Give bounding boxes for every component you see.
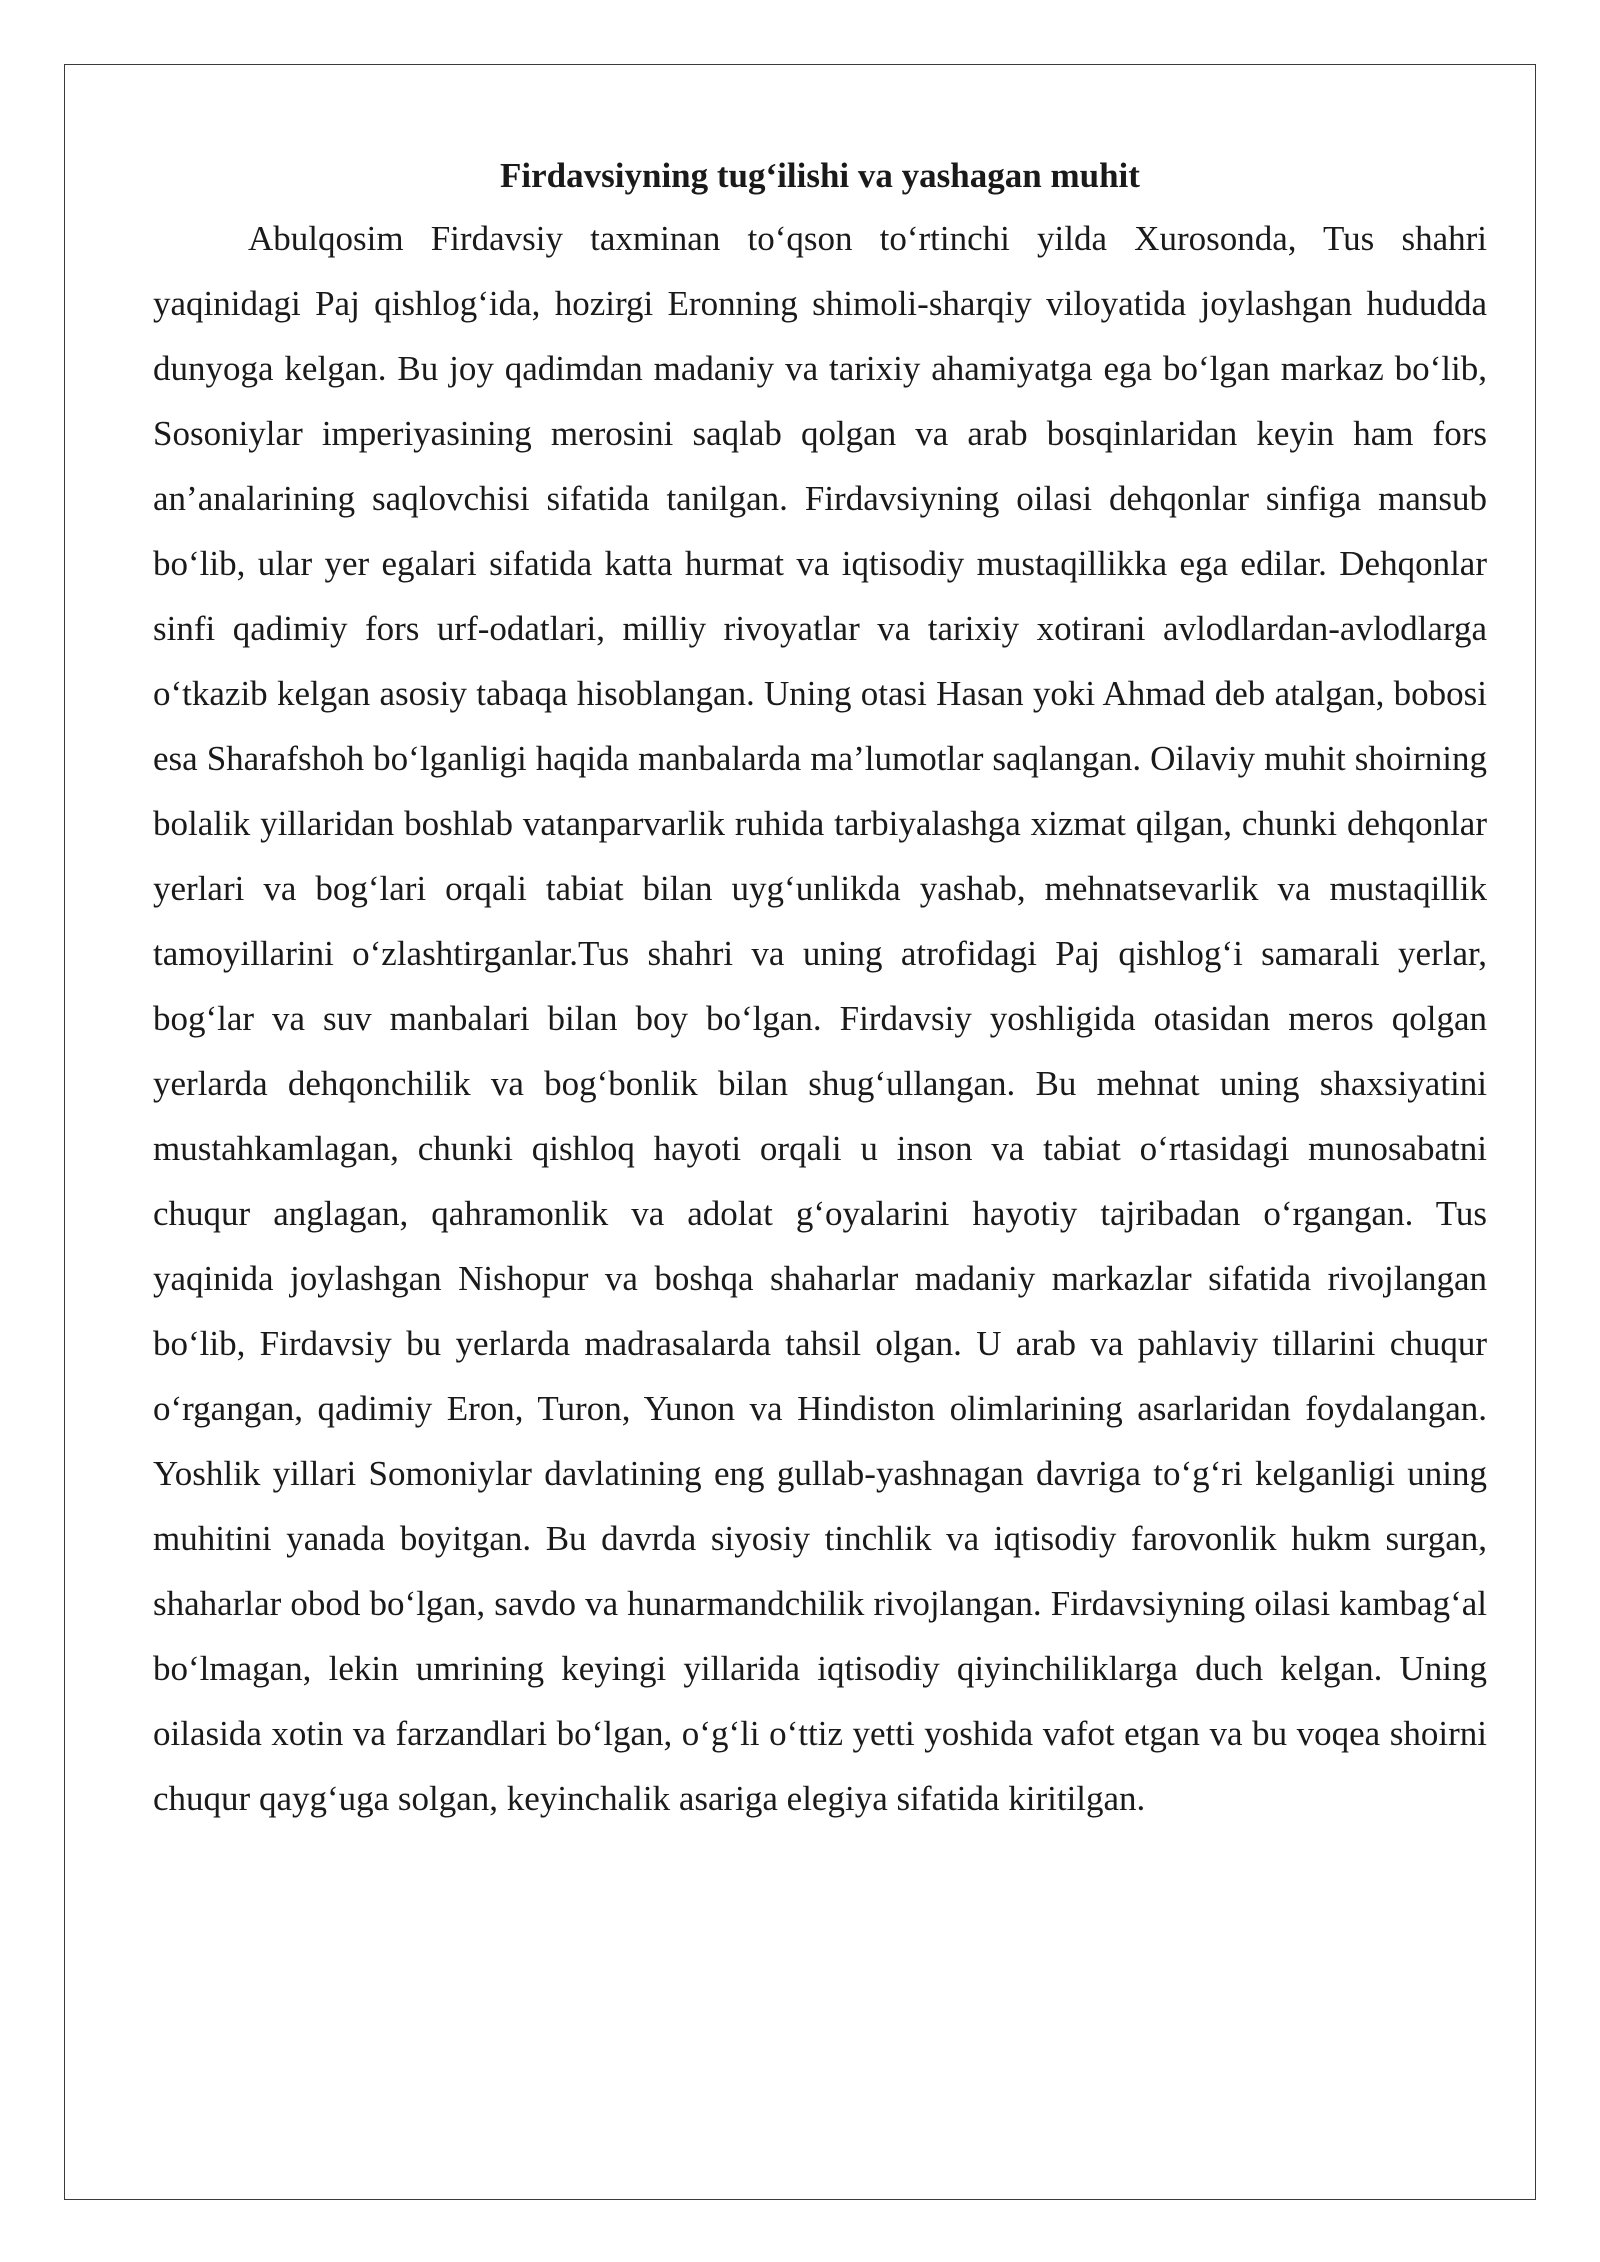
document-title: Firdavsiyning tug‘ilishi va yashagan muhit [500,156,1140,195]
body-paragraph: Abulqosim Firdavsiy taxminan to‘qson to‘rtinchi yilda Xurosonda, Tus shahri yaqinidagi Paj qishlog‘ida, hozirgi Eronning shimoli-sharqiy viloyatida joylashgan hududda dunyoga kelgan. Bu joy qadimdan madaniy va tarixiy ahamiyatga ega bo‘lgan markaz bo‘lib, Sosoniylar imperiyasining merosini saqlab qolgan va arab bosqinlaridan keyin ham fors an’analarining saqlovchisi sifatida tanilgan. Firdavsiyning oilasi dehqonlar sinfiga mansub bo‘lib, ular yer egalari sifatida katta hurmat va iqtisodiy mustaqillikka ega edilar. Dehqonlar sinfi qadimiy fors urf-odatlari, milliy rivoyatlar va tarixiy xotirani avlodlardan-avlodlarga o‘tkazib kelgan asosiy tabaqa hisoblangan. Uning otasi Hasan yoki Ahmad deb atalgan, bobosi esa Sharafshoh bo‘lganligi haqida manbalarda ma’lumotlar saqlangan. Oilaviy muhit shoirning bolalik yillaridan boshlab vatanparvarlik ruhida tarbiyalashga xizmat qilgan, chunki dehqonlar yerlari va bog‘lari orqali tabiat bilan uyg‘unlikda yashab, mehnatsevarlik va mustaqillik tamoyillarini o‘zlashtirganlar.Tus shahri va uning atrofidagi Paj qishlog‘i samarali yerlar, bog‘lar va suv manbalari bilan boy bo‘lgan. Firdavsiy yoshligida otasidan meros qolgan yerlarda dehqonchilik va bog‘bonlik bilan shug‘ullangan. Bu mehnat uning shaxsiyatini mustahkamlagan, chunki qishloq hayoti orqali u inson va tabiat o‘rtasidagi munosabatni chuqur anglagan, qahramonlik va adolat g‘oyalarini hayotiy tajribadan o‘rgangan. Tus yaqinida joylashgan Nishopur va boshqa shaharlar madaniy markazlar sifatida rivojlangan bo‘lib, Firdavsiy bu yerlarda madrasalarda tahsil olgan. U arab va pahlaviy tillarini chuqur o‘rgangan, qadimiy Eron, Turon, Yunon va Hindiston olimlarining asarlaridan foydalangan. Yoshlik yillari Somoniylar davlatining eng gullab-yashnagan davriga to‘g‘ri kelganligi uning muhitini yanada boyitgan. Bu davrda siyosiy tinchlik va iqtisodiy farovonlik hukm surgan, shaharlar obod bo‘lgan, savdo va hunarmandchilik rivojlangan. Firdavsiyning oilasi kambag‘al bo‘lmagan, lekin umrining keyingi yillarida iqtisodiy qiyinchiliklarga duch kelgan. Uning oilasida xotin va farzandlari bo‘lgan, o‘g‘li o‘ttiz yetti yoshida vafot etgan va bu voqea shoirni chuqur qayg‘uga solgan, keyinchalik asariga elegiya sifatida kiritilgan. [153,219,1487,1818]
